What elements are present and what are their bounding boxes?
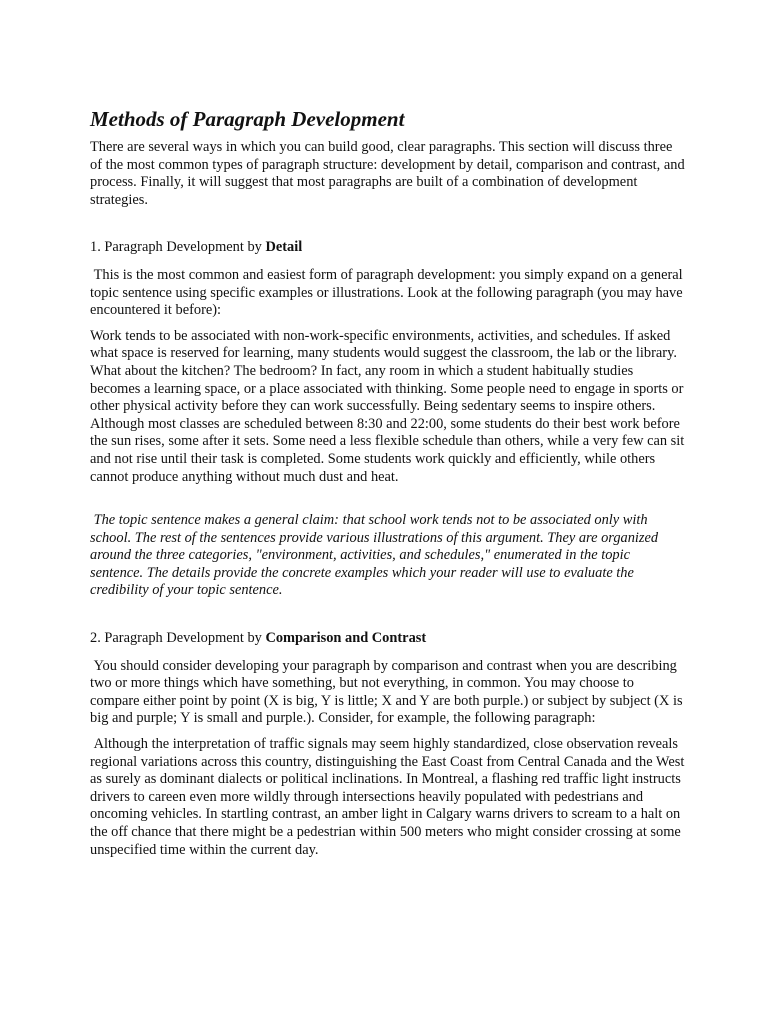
section-lead-paragraph: This is the most common and easiest form of paragraph development: you simply expand on a general topic sentence using specific examples or illustrations. Look at the following paragraph (you may have encountered it before): [90,266,687,319]
intro-paragraph: There are several ways in which you can build good, clear paragraphs. This section will discuss three of the most common types of paragraph structure: development by detail, comparison and contrast, and process. Finally, it will suggest that most paragraphs are built of a combination of development strategies. [90,139,685,208]
section-heading [90,630,686,648]
example-paragraph: Work tends to be associated with non-work-specific environments, activities, and schedules. If asked what space is reserved for learning, many students would suggest the classroom, the lab or the library. What about the kitchen? The bedroom? In fact, any room in which a student habitually studies becomes a learning space, or a place associated with thinking. Some people need to engage in sports or other physical activity before they can work successfully. Being sedentary seems to inspire others. Although most classes are scheduled between 8:30 and 22:00, some students do their best work before the sun rises, some after it sets. Some need a less flexible schedule than others, while a very few can sit and not rise until their task is completed. Some students work quickly and efficiently, while others cannot produce anything without much dust and heat. [90,327,685,485]
analysis-paragraph: The topic sentence makes a general claim: that school work tends not to be associated only with school. The rest of the sentences provide various illustrations of this argument. They are organized around the three categories, "environment, activities, and schedules," enumerated in the topic sentence. The details provide the concrete examples which your reader will use to evaluate the credibility of your topic sentence. [90,512,662,599]
example-paragraph: Although the interpretation of traffic signals may seem highly standardized, close observation reveals regional variations across this country, distinguishing the East Coast from Central Canada and the West as surely as dominant dialects or political inclinations. In Montreal, a flashing red traffic light instructs drivers to careen even more wildly through intersections heavily populated with pedestrians and oncoming vehicles. In startling contrast, an amber light in Calgary warns drivers to scream to a halt on the off chance that there might be a pedestrian within 500 meters who might consider crossing at some unspecified time within the current day. [90,736,688,858]
section-comparison-contrast [90,630,686,859]
section-heading-bold: Comparison and Contrast [265,630,427,647]
section-detail [90,239,686,600]
section-heading-prefix: 2. Paragraph Development by [90,630,266,647]
section-heading-bold: Detail [265,239,303,256]
document-title: Methods of Paragraph Development [90,107,405,131]
section-heading [90,239,686,257]
section-lead-paragraph: You should consider developing your paragraph by comparison and contrast when you are describing two or more things which have something, but not everything, in common. You may choose to compare either point by point (X is big, Y is little; X and Y are both purple.) or subject by subject (X is big and purple; Y is small and purple.). Consider, for example, the following paragraph: [90,657,687,727]
document-page [90,106,686,859]
section-heading-prefix: 1. Paragraph Development by [90,239,266,256]
